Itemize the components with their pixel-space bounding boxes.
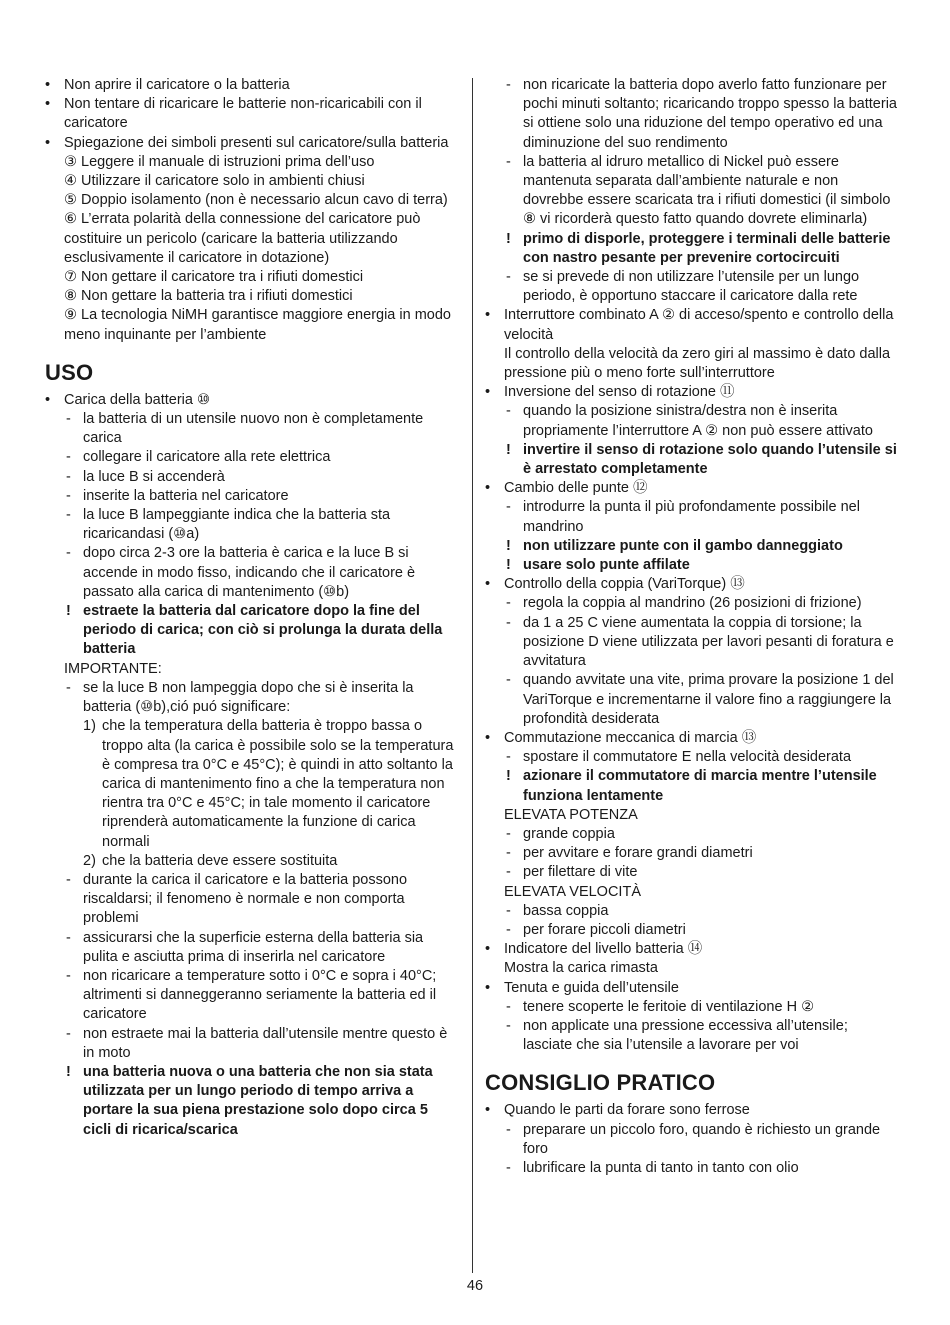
symbol-item <box>45 306 460 344</box>
number-marker: 1) <box>83 718 96 735</box>
dash-item <box>45 967 460 1025</box>
item-text: Quando le parti da forare sono ferrose <box>504 1102 750 1119</box>
bullet-item <box>45 391 460 410</box>
dash-item <box>485 844 900 863</box>
bullet-mark: • <box>45 96 51 113</box>
dash-item <box>485 153 900 230</box>
dash-item <box>45 410 460 448</box>
dash-mark: - <box>506 864 511 881</box>
dash-mark: - <box>66 411 71 428</box>
warning-item <box>485 441 900 479</box>
item-text: se si prevede di non utilizzare l’utensile per un lungo periodo, è opportuno staccare il caricatore dalla rete <box>523 269 864 305</box>
item-text: la batteria al idruro metallico di Nickel può essere mantenuta separata dall’ambiente naturale e non dovrebbe essere scaricata tra i rifiuti domestici (il simbolo ⑧ vi ricorderà questo fatto quando dovrete eliminarla) <box>523 153 895 228</box>
dash-mark: - <box>506 77 511 93</box>
item-text: ⑦ Non gettare il caricatore tra i rifiuti domestici <box>64 269 364 286</box>
item-text: ELEVATA POTENZA <box>504 806 638 823</box>
dash-mark: - <box>506 845 511 862</box>
item-text: azionare il commutatore di marcia mentre l’utensile funziona lentamente <box>523 768 881 804</box>
dash-mark: - <box>506 1017 511 1034</box>
dash-item <box>45 487 460 506</box>
text-line <box>485 806 900 825</box>
dash-item <box>485 594 900 613</box>
dash-mark: - <box>66 871 71 888</box>
dash-item <box>45 1025 460 1063</box>
text-line <box>45 660 460 679</box>
item-text: se la luce B non lampeggia dopo che si è inserita la batteria (⑩b),ció puó significare: <box>83 679 418 716</box>
dash-mark: - <box>506 672 511 689</box>
dash-mark: - <box>66 1025 71 1042</box>
warning-mark: ! <box>506 441 511 458</box>
bullet-mark: • <box>45 77 51 93</box>
item-text: durante la carica il caricatore e la batteria possono riscaldarsi; il fenomeno è normale e non comporta problemi <box>83 871 412 927</box>
dash-item <box>485 863 900 882</box>
symbol-item <box>45 268 460 287</box>
right-column <box>485 76 900 1178</box>
item-text: non ricaricate la batteria dopo averlo fatto funzionare per pochi minuti soltanto; ricaricando troppo spesso la batteria si ottiene solo una riduzione del tempo operativo ed una diminuzione del suo rendimento <box>523 77 902 151</box>
item-text: assicurarsi che la superficie esterna della batteria sia pulita e asciutta prima di inserirla nel caricatore <box>83 929 428 965</box>
dash-item <box>45 506 460 544</box>
item-text: inserite la batteria nel caricatore <box>83 487 289 504</box>
item-text: quando la posizione sinistra/destra non è inserita propriamente l’interruttore A ② non può essere attivato <box>523 403 873 439</box>
item-text: Commutazione meccanica di marcia ⑬ <box>504 729 757 746</box>
item-text: Mostra la carica rimasta <box>504 960 658 977</box>
dash-item <box>45 871 460 929</box>
bullet-mark: • <box>485 576 491 593</box>
item-text: ④ Utilizzare il caricatore solo in ambienti chiusi <box>64 173 365 190</box>
warning-item <box>485 537 900 556</box>
item-text: Controllo della coppia (VariTorque) ⑬ <box>504 576 745 593</box>
dash-mark: - <box>506 153 511 170</box>
warning-mark: ! <box>66 603 71 620</box>
dash-item <box>45 679 460 717</box>
item-text: ③ Leggere il manuale di istruzioni prima dell’uso <box>64 153 375 170</box>
item-text: IMPORTANTE: <box>64 660 162 677</box>
dash-mark: - <box>506 614 511 631</box>
warning-item <box>485 767 900 805</box>
dash-mark: - <box>506 595 511 612</box>
warning-mark: ! <box>506 230 511 247</box>
item-text: lubrificare la punta di tanto in tanto con olio <box>523 1159 799 1176</box>
dash-item <box>485 1159 900 1178</box>
bullet-mark: • <box>485 307 491 324</box>
item-text: tenere scoperte le feritoie di ventilazione H ② <box>523 998 815 1015</box>
item-text: Non tentare di ricaricare le batterie non-ricaricabili con il caricatore <box>64 96 426 132</box>
bullet-mark: • <box>485 1102 491 1119</box>
item-text: per forare piccoli diametri <box>523 921 686 938</box>
warning-mark: ! <box>506 537 511 554</box>
section-heading <box>45 359 460 387</box>
dash-item <box>485 402 900 440</box>
bullet-item <box>485 979 900 998</box>
bullet-mark: • <box>485 480 491 497</box>
dash-item <box>45 929 460 967</box>
dash-item <box>485 76 900 153</box>
text-line <box>485 959 900 978</box>
item-text: Inversione del senso di rotazione ⑪ <box>504 384 735 401</box>
dash-item <box>485 671 900 729</box>
dash-mark: - <box>506 499 511 516</box>
dash-mark: - <box>66 507 71 524</box>
bullet-item <box>45 134 460 153</box>
symbol-item <box>45 172 460 191</box>
number-marker: 2) <box>83 852 96 869</box>
item-text: non utilizzare punte con il gambo danneggiato <box>523 537 843 554</box>
dash-item <box>485 902 900 921</box>
item-text: la luce B lampeggiante indica che la batteria sta ricaricandasi (⑩a) <box>83 507 395 543</box>
numbered-item <box>45 717 460 851</box>
item-text: non ricaricare a temperature sotto i 0°C e sopra i 40°C; altrimenti si danneggeranno seriamente la batteria ed il caricatore <box>83 967 441 1023</box>
dash-item <box>485 825 900 844</box>
dash-item <box>45 468 460 487</box>
dash-mark: - <box>506 403 511 420</box>
dash-mark: - <box>506 902 511 919</box>
symbol-item <box>45 153 460 172</box>
item-text: che la temperatura della batteria è troppo bassa o troppo alta (la carica è possibile solo se la temperatura è compresa tra 0°C e 45°C); è quindi in atto soltanto la carica di mantenimento fino a che la temperatura non rientra tra 0°C e 45°C; in tale momento il caricatore riprenderà automaticamente la funzione di carica normali <box>102 718 458 850</box>
dash-mark: - <box>506 749 511 766</box>
bullet-mark: • <box>485 941 491 958</box>
item-text: invertire il senso di rotazione solo quando l’utensile si è arrestato completamente <box>523 441 901 478</box>
item-text: Indicatore del livello batteria ⑭ <box>504 941 703 958</box>
dash-mark: - <box>506 921 511 938</box>
bullet-mark: • <box>485 729 491 746</box>
item-text: Tenuta e guida dell’utensile <box>504 979 679 996</box>
bullet-item <box>485 575 900 594</box>
bullet-item <box>45 95 460 133</box>
item-text: Il controllo della velocità da zero giri al massimo è dato dalla pressione più o meno forte sull’interruttore <box>504 345 895 382</box>
item-text: preparare un piccolo foro, quando è richiesto un grande foro <box>523 1121 885 1157</box>
bullet-item <box>485 729 900 748</box>
item-text: quando avvitate una vite, prima provare la posizione 1 del VariTorque e incrementarne il valore fino a raggiungere la profondità desiderata <box>523 672 898 727</box>
item-text: ELEVATA VELOCITÀ <box>504 883 641 900</box>
dash-item <box>485 614 900 672</box>
dash-item <box>485 998 900 1017</box>
warning-item <box>485 230 900 268</box>
item-text: introdurre la punta il più profondamente possibile nel mandrino <box>523 499 864 535</box>
item-text: Interruttore combinato A ② di acceso/spento e controllo della velocità <box>504 307 898 343</box>
bullet-mark: • <box>485 384 491 401</box>
item-text: USO <box>45 359 94 385</box>
item-text: CONSIGLIO PRATICO <box>485 1070 716 1096</box>
item-text: Non aprire il caricatore o la batteria <box>64 77 290 93</box>
item-text: non applicate una pressione eccessiva all’utensile; lasciate che sia l’utensile a lavorare per voi <box>523 1017 852 1054</box>
item-text: che la batteria deve essere sostituita <box>102 852 338 869</box>
item-text: da 1 a 25 C viene aumentata la coppia di torsione; la posizione D viene utilizzata per lavori pesanti di foratura e avvitatura <box>523 614 898 670</box>
dash-mark: - <box>506 998 511 1015</box>
dash-item <box>485 498 900 536</box>
symbol-item <box>45 210 460 268</box>
item-text: primo di disporle, proteggere i terminali delle batterie con nastro pesante per prevenire cortocircuiti <box>523 230 895 266</box>
bullet-item <box>485 383 900 402</box>
dash-item <box>485 1017 900 1055</box>
bullet-item <box>45 76 460 95</box>
warning-mark: ! <box>66 1063 71 1080</box>
text-line <box>485 345 900 383</box>
item-text: grande coppia <box>523 825 615 842</box>
item-text: per filettare di vite <box>523 864 638 881</box>
text-line <box>485 883 900 902</box>
warning-mark: ! <box>506 557 511 574</box>
bullet-mark: • <box>45 391 51 408</box>
dash-mark: - <box>506 1159 511 1176</box>
dash-mark: - <box>66 967 71 984</box>
symbol-item <box>45 287 460 306</box>
dash-mark: - <box>66 929 71 946</box>
bullet-item <box>485 306 900 344</box>
dash-item <box>485 748 900 767</box>
item-text: ⑤ Doppio isolamento (non è necessario alcun cavo di terra) <box>64 192 448 209</box>
bullet-item <box>485 1101 900 1120</box>
item-text: dopo circa 2-3 ore la batteria è carica e la luce B si accende in modo fisso, indicando che il caricatore è passato alla carica di mantenimento (⑩b) <box>83 545 420 600</box>
bullet-mark: • <box>45 134 51 151</box>
dash-mark: - <box>506 269 511 286</box>
bullet-item <box>485 479 900 498</box>
item-text: bassa coppia <box>523 902 609 919</box>
dash-mark: - <box>66 487 71 504</box>
item-text: ⑨ La tecnologia NiMH garantisce maggiore energia in modo meno inquinante per l’ambiente <box>64 307 456 343</box>
dash-mark: - <box>66 449 71 466</box>
column-divider <box>472 78 473 1273</box>
dash-mark: - <box>506 825 511 842</box>
page-number: 46 <box>466 1278 484 1294</box>
warning-item <box>45 1063 460 1140</box>
dash-item <box>45 544 460 602</box>
bullet-item <box>485 940 900 959</box>
dash-item <box>45 448 460 467</box>
warning-mark: ! <box>506 768 511 785</box>
section-heading <box>485 1069 900 1097</box>
symbol-item <box>45 191 460 210</box>
dash-mark: - <box>506 1121 511 1138</box>
item-text: la batteria di un utensile nuovo non è completamente carica <box>83 411 428 447</box>
warning-item <box>485 556 900 575</box>
item-text: Spiegazione dei simboli presenti sul caricatore/sulla batteria <box>64 134 449 151</box>
dash-mark: - <box>66 468 71 485</box>
dash-item <box>485 1121 900 1159</box>
bullet-mark: • <box>485 979 491 996</box>
item-text: Carica della batteria ⑩ <box>64 391 210 408</box>
item-text: non estraete mai la batteria dall’utensile mentre questo è in moto <box>83 1025 452 1061</box>
dash-item <box>485 921 900 940</box>
item-text: regola la coppia al mandrino (26 posizioni di frizione) <box>523 595 862 612</box>
numbered-item <box>45 852 460 871</box>
warning-item <box>45 602 460 660</box>
item-text: per avvitare e forare grandi diametri <box>523 845 753 862</box>
dash-mark: - <box>66 679 71 696</box>
left-column <box>45 76 460 1140</box>
item-text: spostare il commutatore E nella velocità desiderata <box>523 749 852 766</box>
item-text: ⑥ L’errata polarità della connessione del caricatore può costituire un pericolo (caricare la batteria utilizzando esclusivamente il caricatore in dotazione) <box>64 211 425 266</box>
item-text: collegare il caricatore alla rete elettrica <box>83 449 331 466</box>
item-text: Cambio delle punte ⑫ <box>504 480 648 497</box>
item-text: usare solo punte affilate <box>523 557 690 574</box>
item-text: ⑧ Non gettare la batteria tra i rifiuti domestici <box>64 288 353 305</box>
item-text: la luce B si accenderà <box>83 468 225 485</box>
dash-item <box>485 268 900 306</box>
item-text: una batteria nuova o una batteria che non sia stata utilizzata per un lungo periodo di tempo arriva a portare la sua piena prestazione solo dopo circa 5 cicli di ricarica/scarica <box>83 1063 437 1138</box>
dash-mark: - <box>66 545 71 562</box>
item-text: estraete la batteria dal caricatore dopo la fine del periodo di carica; con ciò si prolunga la durata della batteria <box>83 603 447 658</box>
